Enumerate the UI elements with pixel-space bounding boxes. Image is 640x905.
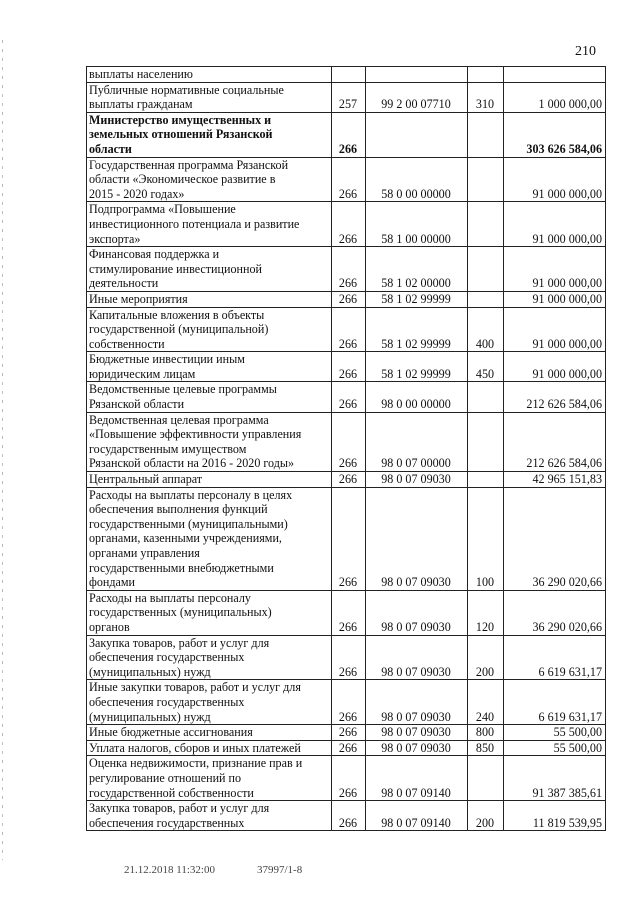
- row-department-code: 266: [332, 247, 366, 292]
- table-row: [87, 67, 606, 83]
- row-amount: 212 626 584,06: [504, 382, 606, 412]
- row-expense-type: 850: [468, 740, 504, 756]
- scan-edge-mark: [2, 40, 3, 860]
- row-expense-type: [468, 412, 504, 471]
- row-department-code: 266: [332, 740, 366, 756]
- row-amount: 11 819 539,95: [504, 801, 606, 831]
- row-department-code: [332, 67, 366, 83]
- row-target-article: 98 0 07 09030: [366, 590, 468, 635]
- row-expense-type: 400: [468, 307, 504, 352]
- row-department-code: 266: [332, 725, 366, 741]
- row-expense-type: 240: [468, 680, 504, 725]
- row-target-article: 58 1 02 00000: [366, 247, 468, 292]
- row-expense-type: 450: [468, 352, 504, 382]
- row-department-code: 266: [332, 157, 366, 202]
- row-name: Оценка недвижимости, признание прав и регулирование отношений по государственной собственности: [87, 756, 332, 801]
- row-target-article: 58 0 00 00000: [366, 157, 468, 202]
- row-department-code: 266: [332, 801, 366, 831]
- row-name: Закупка товаров, работ и услуг для обеспечения государственных (муниципальных) нужд: [87, 635, 332, 680]
- row-department-code: 266: [332, 412, 366, 471]
- row-amount: 55 500,00: [504, 740, 606, 756]
- row-department-code: 266: [332, 112, 366, 157]
- row-amount: 6 619 631,17: [504, 680, 606, 725]
- row-amount: 91 000 000,00: [504, 247, 606, 292]
- row-target-article: 98 0 07 09140: [366, 756, 468, 801]
- row-expense-type: [468, 157, 504, 202]
- row-amount: 36 290 020,66: [504, 487, 606, 590]
- row-target-article: 58 1 00 00000: [366, 202, 468, 247]
- row-name: Государственная программа Рязанской области «Экономическое развитие в 2015 - 2020 годах»: [87, 157, 332, 202]
- row-target-article: 98 0 07 09030: [366, 680, 468, 725]
- row-name: Уплата налогов, сборов и иных платежей: [87, 740, 332, 756]
- row-name: Центральный аппарат: [87, 472, 332, 488]
- footer-document-code: 37997/1-8: [257, 864, 303, 876]
- row-name: Капитальные вложения в объекты государственной (муниципальной) собственности: [87, 307, 332, 352]
- row-expense-type: 200: [468, 635, 504, 680]
- row-name: Иные бюджетные ассигнования: [87, 725, 332, 741]
- row-expense-type: [468, 67, 504, 83]
- row-department-code: 266: [332, 352, 366, 382]
- row-department-code: 266: [332, 756, 366, 801]
- row-amount: 91 000 000,00: [504, 202, 606, 247]
- row-target-article: 98 0 00 00000: [366, 382, 468, 412]
- row-expense-type: 100: [468, 487, 504, 590]
- row-department-code: 266: [332, 487, 366, 590]
- table-row: [87, 740, 606, 756]
- row-name: Иные мероприятия: [87, 291, 332, 307]
- table-row: [87, 247, 606, 292]
- row-name: Финансовая поддержка и стимулирование инвестиционной деятельности: [87, 247, 332, 292]
- row-amount: 91 387 385,61: [504, 756, 606, 801]
- row-amount: 55 500,00: [504, 725, 606, 741]
- row-target-article: 98 0 07 09030: [366, 487, 468, 590]
- page-number: 210: [575, 44, 596, 59]
- table-row: [87, 680, 606, 725]
- row-amount: 212 626 584,06: [504, 412, 606, 471]
- table-row: [87, 307, 606, 352]
- row-expense-type: 800: [468, 725, 504, 741]
- row-name: Расходы на выплаты персоналу в целях обеспечения выполнения функций государственными (муниципальными) органами, казенными учреждениями, органами управления государственными внебюджетными фондами: [87, 487, 332, 590]
- table-row: [87, 725, 606, 741]
- row-department-code: 266: [332, 590, 366, 635]
- row-expense-type: 310: [468, 82, 504, 112]
- row-amount: 1 000 000,00: [504, 82, 606, 112]
- row-amount: 6 619 631,17: [504, 635, 606, 680]
- row-target-article: 98 0 07 09030: [366, 740, 468, 756]
- row-name: Ведомственная целевая программа «Повышение эффективности управления государственным имуществом Рязанской области на 2016 - 2020 годы»: [87, 412, 332, 471]
- row-amount: 91 000 000,00: [504, 307, 606, 352]
- table-row: [87, 472, 606, 488]
- row-expense-type: 120: [468, 590, 504, 635]
- row-name: Ведомственные целевые программы Рязанской области: [87, 382, 332, 412]
- table-row: [87, 352, 606, 382]
- row-target-article: 99 2 00 07710: [366, 82, 468, 112]
- row-name: Расходы на выплаты персоналу государственных (муниципальных) органов: [87, 590, 332, 635]
- row-amount: 91 000 000,00: [504, 352, 606, 382]
- row-target-article: [366, 67, 468, 83]
- row-name: Подпрограмма «Повышение инвестиционного потенциала и развитие экспорта»: [87, 202, 332, 247]
- row-expense-type: 200: [468, 801, 504, 831]
- table-row: [87, 202, 606, 247]
- table-row: [87, 756, 606, 801]
- row-amount: 91 000 000,00: [504, 291, 606, 307]
- row-target-article: 98 0 07 09140: [366, 801, 468, 831]
- row-amount: [504, 67, 606, 83]
- table-row: [87, 112, 606, 157]
- row-amount: 36 290 020,66: [504, 590, 606, 635]
- table-row: [87, 590, 606, 635]
- budget-table: [86, 66, 606, 831]
- row-expense-type: [468, 202, 504, 247]
- row-department-code: 266: [332, 291, 366, 307]
- row-department-code: 266: [332, 635, 366, 680]
- row-target-article: 58 1 02 99999: [366, 352, 468, 382]
- table-row: [87, 635, 606, 680]
- row-target-article: 58 1 02 99999: [366, 307, 468, 352]
- row-name: Иные закупки товаров, работ и услуг для обеспечения государственных (муниципальных) нужд: [87, 680, 332, 725]
- row-target-article: 98 0 07 00000: [366, 412, 468, 471]
- table-row: [87, 82, 606, 112]
- row-target-article: 58 1 02 99999: [366, 291, 468, 307]
- row-department-code: 257: [332, 82, 366, 112]
- table-row: [87, 157, 606, 202]
- row-name: Закупка товаров, работ и услуг для обеспечения государственных: [87, 801, 332, 831]
- row-amount: 303 626 584,06: [504, 112, 606, 157]
- row-expense-type: [468, 291, 504, 307]
- row-department-code: 266: [332, 307, 366, 352]
- row-department-code: 266: [332, 202, 366, 247]
- table-row: [87, 801, 606, 831]
- row-expense-type: [468, 472, 504, 488]
- budget-table-body: [87, 67, 606, 831]
- row-name: Бюджетные инвестиции иным юридическим лицам: [87, 352, 332, 382]
- row-department-code: 266: [332, 382, 366, 412]
- row-amount: 42 965 151,83: [504, 472, 606, 488]
- footer-timestamp: 21.12.2018 11:32:00: [124, 864, 215, 876]
- row-expense-type: [468, 382, 504, 412]
- row-department-code: 266: [332, 472, 366, 488]
- row-department-code: 266: [332, 680, 366, 725]
- row-expense-type: [468, 247, 504, 292]
- row-expense-type: [468, 756, 504, 801]
- table-row: [87, 291, 606, 307]
- row-target-article: 98 0 07 09030: [366, 472, 468, 488]
- row-target-article: [366, 112, 468, 157]
- table-row: [87, 382, 606, 412]
- row-amount: 91 000 000,00: [504, 157, 606, 202]
- row-expense-type: [468, 112, 504, 157]
- table-row: [87, 412, 606, 471]
- row-target-article: 98 0 07 09030: [366, 635, 468, 680]
- row-target-article: 98 0 07 09030: [366, 725, 468, 741]
- table-row: [87, 487, 606, 590]
- row-name: Министерство имущественных и земельных отношений Рязанской области: [87, 112, 332, 157]
- row-name: выплаты населению: [87, 67, 332, 83]
- row-name: Публичные нормативные социальные выплаты гражданам: [87, 82, 332, 112]
